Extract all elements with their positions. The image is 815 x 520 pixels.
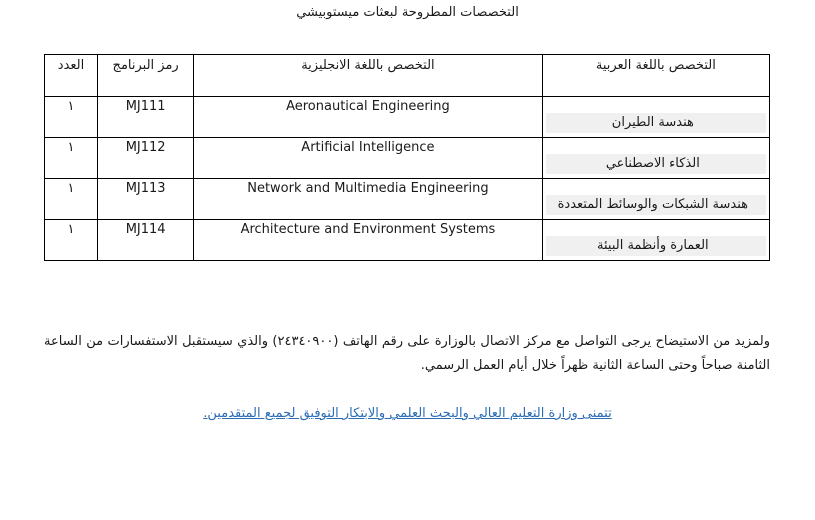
cell-english-specialization: Architecture and Environment Systems: [194, 220, 542, 261]
cell-arabic-specialization: [542, 179, 769, 220]
contact-paragraph: ولمزيد من الاستيضاح يرجى التواصل مع مركز الاتصال بالوزارة على رقم الهاتف (٢٤٣٤٠٩٠٠) والذي سيستقبل الاستفسارات من الساعة الثامنة صباحاً وحتى الساعة الثانية ظهراً خلال أيام العمل الرسمي.: [44, 334, 770, 373]
arabic-specialization-text: هندسة الشبكات والوسائط المتعددة: [557, 197, 749, 212]
cell-arabic-specialization: [542, 220, 769, 261]
cell-english-specialization: Network and Multimedia Engineering: [194, 179, 542, 220]
arabic-specialization-text: العمارة وأنظمة البيئة: [597, 238, 709, 253]
cell-program-code: MJ111: [98, 97, 194, 138]
table-row: [45, 97, 770, 138]
page-title: التخصصات المطروحة لبعثات ميستوبيشي: [296, 5, 519, 20]
arabic-specialization-text: الذكاء الاصطناعي: [605, 156, 700, 171]
closing-line: [0, 406, 815, 421]
cell-english-specialization: Aeronautical Engineering: [194, 97, 542, 138]
cell-count: ١: [45, 220, 98, 261]
cell-program-code: MJ113: [98, 179, 194, 220]
header-program-code: رمز البرنامج: [98, 55, 194, 97]
table-row: [45, 138, 770, 179]
cell-count: ١: [45, 179, 98, 220]
cell-count: ١: [45, 138, 98, 179]
table-row: [45, 220, 770, 261]
cell-arabic-specialization: [542, 138, 769, 179]
closing-link[interactable]: تتمنى وزارة التعليم العالي والبحث العلمي والابتكار التوفيق لجميع المتقدمين.: [203, 406, 612, 421]
cell-program-code: MJ112: [98, 138, 194, 179]
cell-english-specialization: Artificial Intelligence: [194, 138, 542, 179]
header-english-specialization: التخصص باللغة الانجليزية: [194, 55, 542, 97]
programs-table: [44, 54, 770, 261]
header-count: العدد: [45, 55, 98, 97]
cell-program-code: MJ114: [98, 220, 194, 261]
table-row: [45, 179, 770, 220]
cell-arabic-specialization: [542, 97, 769, 138]
cell-count: ١: [45, 97, 98, 138]
header-arabic-specialization: التخصص باللغة العربية: [542, 55, 769, 97]
arabic-specialization-text: هندسة الطيران: [611, 115, 694, 130]
table-header-row: [45, 55, 770, 97]
